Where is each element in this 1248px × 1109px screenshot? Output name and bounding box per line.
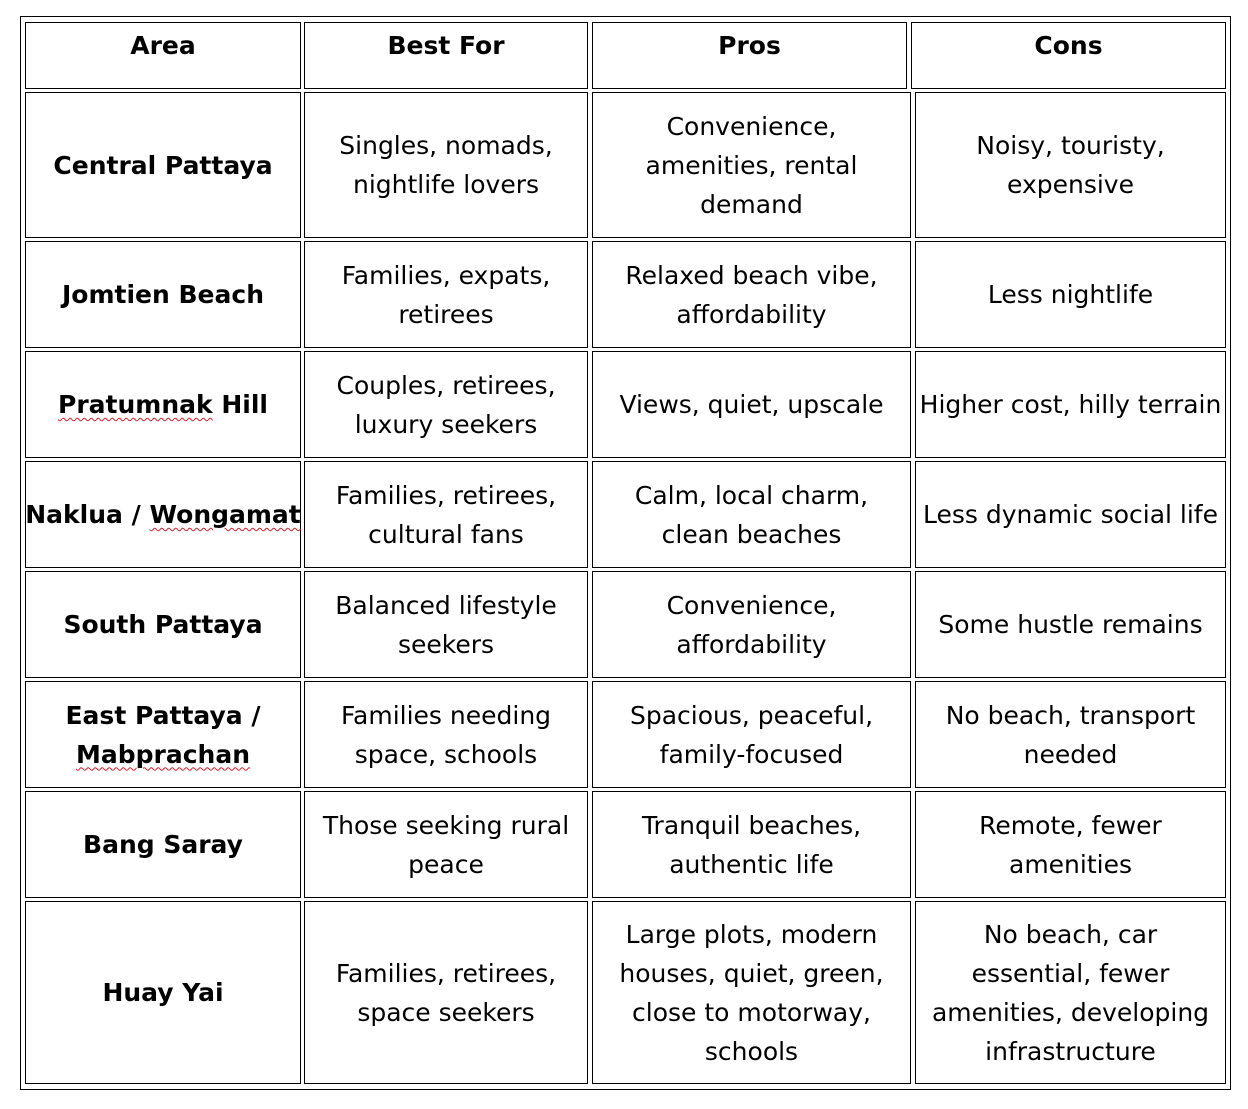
table-row-cell-pros: Relaxed beach vibe, affordability [592, 241, 911, 348]
table-row-cell-cons: No beach, car essential, fewer amenities, developing infrastructure [915, 901, 1226, 1084]
table-row-cell-best-for: Families, expats, retirees [304, 241, 588, 348]
header-area: Area [25, 22, 301, 89]
table-row-cell-best-for: Those seeking rural peace [304, 791, 588, 898]
table-row-cell-pros: Calm, local charm, clean beaches [592, 461, 911, 568]
table-row-cell-best-for: Families, retirees, space seekers [304, 901, 588, 1084]
table-row-cell-pros: Tranquil beaches, authentic life [592, 791, 911, 898]
table-row-cell-pros: Large plots, modern houses, quiet, green, close to motorway, schools [592, 901, 911, 1084]
header-pros: Pros [592, 22, 907, 89]
table-row-cell-pros: Spacious, peaceful, family-focused [592, 681, 911, 788]
table-row-cell-area: Jomtien Beach [25, 241, 301, 348]
table-row-cell-pros: Views, quiet, upscale [592, 351, 911, 458]
table-row-cell-best-for: Couples, retirees, luxury seekers [304, 351, 588, 458]
table-row-cell-cons: Higher cost, hilly terrain [915, 351, 1226, 458]
table-row-cell-best-for: Singles, nomads, nightlife lovers [304, 92, 588, 238]
table-row-cell-cons: No beach, transport needed [915, 681, 1226, 788]
table-row-cell-pros: Convenience, affordability [592, 571, 911, 678]
header-cons: Cons [911, 22, 1226, 89]
table-row-cell-cons: Remote, fewer amenities [915, 791, 1226, 898]
table-row-cell-area: Naklua / Wongamat [25, 461, 301, 568]
table-row-cell-cons: Less dynamic social life [915, 461, 1226, 568]
table-row-cell-cons: Noisy, touristy, expensive [915, 92, 1226, 238]
table-row-cell-area: East Pattaya / Mabprachan [25, 681, 301, 788]
table-row-cell-area: South Pattaya [25, 571, 301, 678]
table-row-cell-area: Bang Saray [25, 791, 301, 898]
table-row-cell-area: Central Pattaya [25, 92, 301, 238]
table-row-cell-best-for: Families, retirees, cultural fans [304, 461, 588, 568]
table-row-cell-pros: Convenience, amenities, rental demand [592, 92, 911, 238]
table-row-cell-cons: Some hustle remains [915, 571, 1226, 678]
table-row-cell-cons: Less nightlife [915, 241, 1226, 348]
table-row-cell-best-for: Balanced lifestyle seekers [304, 571, 588, 678]
header-best-for: Best For [304, 22, 588, 89]
table-row-cell-area: Huay Yai [25, 901, 301, 1084]
table-row-cell-best-for: Families needing space, schools [304, 681, 588, 788]
table-row-cell-area: Pratumnak Hill [25, 351, 301, 458]
